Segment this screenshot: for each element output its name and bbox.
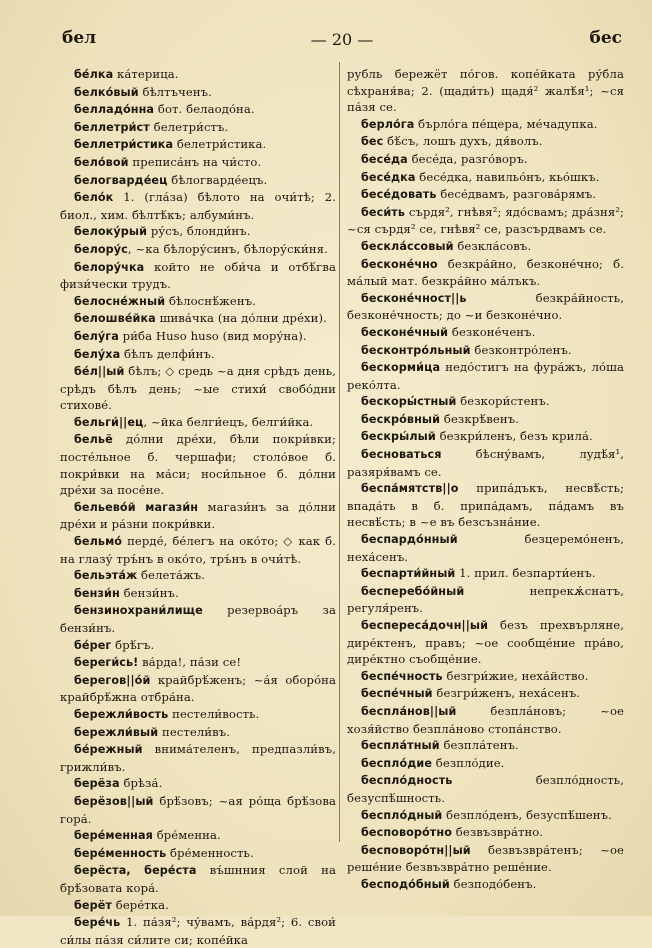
headword: бескры́лый [361,430,436,444]
definition: бърло́га пе́щера, ме́чадупка. [414,116,598,131]
dictionary-entry [347,169,624,187]
definition: преписа́нъ на чи́сто. [128,154,262,169]
definition: ка́терица. [113,67,179,81]
headword: бесконтро́льный [361,343,471,357]
definition: бере́тка. [111,897,169,912]
definition: безкра́йно, безконе́чно; б. ма́лый мат. безкра́йно ма́лъкъ. [347,256,624,289]
definition: бесе́двамъ, разгова́рямъ. [436,187,597,202]
definition: 1. прил. безпарти́енъ. [455,566,596,581]
definition: безкори́стенъ. [456,394,550,409]
headword: беспло́дие [361,756,433,770]
headword: беспарти́йный [361,567,456,581]
dictionary-entry [347,116,624,134]
headword: белладо́нна [74,103,155,117]
definition: бѣлтъченъ. [138,84,212,99]
headword: берёзов||ый [74,794,154,808]
dictionary-entry [60,431,336,498]
right-column [347,66,624,912]
headword: бе́лка [74,68,114,81]
headword: бельги́||ец [74,415,144,429]
dictionary-entry [60,602,336,636]
dictionary-entry [60,136,336,154]
definition: 1. па́зя²; чу́вамъ, ва́рдя²; 6. свои́ си́лы па́зя си́лите си; копе́йка [60,915,336,947]
headword: белору́с [74,242,128,256]
headword: беспло́дный [361,808,443,822]
dictionary-entry [60,66,336,84]
headword: бесноваться [361,448,442,462]
definition: безконтро́ленъ. [470,342,572,357]
definition: белетри́стъ. [149,119,229,134]
headword: бесконе́чно [361,257,438,271]
dictionary-entry [60,328,336,346]
headword: бельмо́ [74,535,123,549]
dictionary-entry [60,119,336,137]
dictionary-entry [60,172,336,190]
headword: бе́рег [74,638,112,652]
dictionary-entry [60,567,336,585]
definition: който не оби́ча и отбѣ́гва физи́чески трудъ. [60,259,336,292]
definition: бѣсну́вамъ, лудѣ́я¹, разяря́вамъ се. [347,447,624,479]
dictionary-entry [60,793,336,827]
headword: белогварде́ец [74,173,168,187]
headword: белору́чка [74,260,145,274]
dictionary-entry [347,531,624,565]
dictionary-entry [60,223,336,241]
headword: беспло́дность [361,774,453,788]
definition: бре́менность. [166,845,254,860]
dictionary-entry [60,914,336,948]
definition: бѣлъ делфи́нъ. [120,346,215,361]
definition: бензи́нъ. [119,585,179,600]
dictionary-entry [347,824,624,842]
definition: ри́ба Huso huso (вид мору́на). [118,328,307,343]
headword: белосне́жный [74,294,166,308]
headword: бесподо́бный [361,877,450,891]
definition: безкри́ленъ, безъ крила́. [435,429,593,444]
definition: резервоа́ръ за бензи́нъ. [60,603,336,635]
dictionary-entry [347,842,624,876]
column-divider [339,62,340,842]
headword: бес [361,135,384,149]
definition: пестели́въ. [158,724,231,739]
definition: 1. (гла́за) бѣлото на очи́тѣ; 2. биол., хим. бѣлтѣ́къ; албуми́нъ. [60,190,336,222]
headword: бере́чь [74,916,121,930]
headword: беспла́тный [361,739,440,753]
dictionary-entry [60,84,336,102]
headword: бесповоро́тн||ый [361,843,471,857]
definition: бѣлъ; ◇ средь ~а дня срѣдъ день, срѣдъ бѣлъ день; ~ые стихи́ свобо́дни стихове́. [60,364,336,413]
dictionary-entry [60,585,336,603]
headword: бесконе́чност||ь [361,291,467,305]
dictionary-entry [347,133,624,151]
dictionary-entry [60,346,336,364]
headword: бесе́да [361,152,408,166]
definition: безвъзвра́тно. [452,825,544,840]
definition: безкрѣ́венъ. [440,411,519,426]
dictionary-entry [347,755,624,773]
dictionary-entry [60,154,336,172]
headword: бензинохрани́лище [74,604,203,618]
definition: безъ прехвърляне, дире́ктенъ, правъ; ~ое сообще́ние пра́во, дире́ктно съобще́ние. [347,618,624,667]
headword: берёт [74,898,112,912]
dictionary-entry [347,151,624,169]
definition: бѣлогварде́ецъ. [167,172,268,187]
headword: бесе́дка [361,170,416,184]
definition: бот. белаодо́на. [154,102,255,117]
headword: беспардо́нный [361,533,458,547]
dictionary-entry [60,310,336,328]
dictionary-entry [60,363,336,414]
dictionary-entry [347,703,624,737]
dictionary-entry [60,414,336,432]
definition: безпла́новъ; ~ое хозя́йство безпла́ново стопа́нство. [347,703,624,736]
dictionary-entry [60,862,336,896]
right-guide-word: бес [589,28,622,48]
headword: бережли́вый [74,725,159,739]
definition: бѣ́съ, лошъ духъ, дя́волъ. [383,134,543,149]
dictionary-entry [60,637,336,655]
definition: пестели́вость. [168,706,260,721]
dictionary-entry [60,654,336,672]
dictionary-entry [347,685,624,703]
headword: берло́га [361,117,415,131]
definition: безпло́дие. [432,755,505,770]
definition: бесе́дка, навильо́нъ, кьо́шкъ. [415,169,600,184]
definition: брѣ́зовъ; ~ая ро́ща брѣ́зова гора́. [60,793,336,826]
headword: бере́менность [74,846,167,860]
definition: безпло́дность, безуспѣ́шность. [347,773,624,805]
dictionary-entry [60,259,336,293]
dictionary-entry [60,533,336,567]
dictionary-entry [60,706,336,724]
headword: бесповоро́тно [361,826,453,840]
definition: ру́съ, блонди́нъ. [147,224,251,239]
headword: бельэта́ж [74,569,138,583]
definition: бре́менна. [152,828,221,843]
dictionary-entry [60,827,336,845]
headword: бело́вой [74,155,129,169]
definition: безпло́денъ, безуспѣ́шенъ. [442,807,612,822]
dictionary-entry [60,499,336,533]
page-number: — 20 — [310,30,374,49]
headword: белу́га [74,329,119,343]
dictionary-entry [347,186,624,204]
dictionary-entry [347,428,624,446]
definition: бѣлоснѣ́женъ. [165,293,256,308]
headword: белошве́йка [74,312,156,326]
definition: рубль бережёт по́гов. копе́йката ру́бла сѣхраня́ва; 2. (щади́ть) щадя́² жалѣ́я¹; ~ся па́зя се. [347,67,624,115]
headword: беспе́чный [361,687,433,701]
headword: беспе́чность [361,669,443,683]
headword: беспа́мятств||о [361,482,459,496]
headword: беллетри́ст [74,120,150,134]
dictionary-entry [60,724,336,742]
headword: береги́сь! [74,656,139,670]
left-guide-word: бел [62,28,97,48]
page-header [62,28,622,52]
definition: , ~йка белги́ецъ, белги́йка. [143,414,314,429]
headword: бескоры́стный [361,395,457,409]
dictionary-entry [347,583,624,617]
dictionary-entry [60,845,336,863]
dictionary-entry [347,256,624,290]
definition: сърдя², гнѣвя²; ядо́свамъ; дра́зня²; ~ся сърдя² се, гнѣвя² се, разсърдвамъ се. [347,204,624,237]
headword: бере́менная [74,829,153,843]
headword: бе́л||ый [74,365,125,379]
dictionary-entry [347,737,624,755]
definition: безпла́тенъ. [439,738,519,753]
definition: , ~ка бѣлору́синъ, бѣлору́ски́ня. [127,241,328,256]
headword: бережли́вость [74,707,169,721]
dictionary-entry [347,66,624,116]
dictionary-entry [347,204,624,238]
definition: безгри́жие, неха́йство. [442,668,589,683]
dictionary-entry [347,668,624,686]
headword: беспереса́дочн||ый [361,619,489,632]
dictionary-entry [347,772,624,806]
headword: беспла́нов||ый [361,704,457,718]
definition: безцеремо́ненъ, неха́сенъ. [347,532,624,564]
definition: недо́стигъ на фура́жъ, ло́ша реко́лта. [347,360,624,392]
definition: брѣ́гъ. [111,637,155,652]
dictionary-entry [60,293,336,311]
definition: брѣза́. [119,776,163,791]
headword: бельево́й магази́н [74,500,199,514]
headword: берёза [74,777,120,791]
definition: безкла́совъ. [453,238,532,253]
headword: белу́ха [74,347,121,361]
definition: безподо́бенъ. [449,876,537,891]
definition: припа́дъкъ, несвѣ́сть; впада́ть в б. припа́дамъ, па́дамъ въ несвѣ́сть; в ~е въ безсъзна́ние. [347,481,624,530]
definition: бесе́да, разго́воръ. [407,151,528,166]
definition: белетри́стика. [173,137,267,152]
dictionary-entry [347,359,624,393]
dictionary-entry [347,238,624,256]
definition: въ́шнния слой на брѣ́зовата кора́. [60,863,336,895]
definition: крайбрѣ́женъ; ~а́я оборо́на крайбрѣ́жна отбра́на. [60,672,336,705]
dictionary-entry [347,807,624,825]
definition: шива́чка (на до́лни дре́хи). [155,311,327,326]
definition: безгри́женъ, неха́сенъ. [432,686,581,701]
dictionary-entry [347,411,624,429]
dictionary-entry [347,446,624,480]
definition: магази́нъ за до́лни дре́хи и ра́зни покри́вки. [60,499,336,532]
dictionary-entry [60,241,336,259]
dictionary-entry [347,324,624,342]
headword: бесе́довать [361,188,437,202]
headword: белко́вый [74,85,139,99]
dictionary-entry [60,897,336,915]
headword: бесперебо́йный [361,584,465,598]
headword: бескорми́ца [361,361,441,375]
definition: до́лни дре́хи, бѣли покри́вки; посте́льное б. чершафи; столо́вое б. покри́вки на ма́си; носи́льное б. до́лни дре́хи за посе́не. [60,432,336,498]
headword: бензи́н [74,586,120,600]
definition: ва́рда!, па́зи се! [138,655,242,670]
dictionary-entry [347,617,624,668]
definition: перде́, бе́легъ на око́то; ◇ как б. на глазу́ тръ́нъ в око́то, тръ́нъ в очи́тѣ. [60,534,336,566]
headword: бескла́ссовый [361,239,454,253]
headword: беллетри́стика [74,138,174,152]
headword: бесконе́чный [361,325,449,339]
headword: берегов||о́й [74,673,151,687]
dictionary-entry [347,393,624,411]
dictionary-entry [347,876,624,894]
headword: бескро́вный [361,412,441,426]
definition: безкра́йность, безконе́чность; до ~и безконе́чно. [347,290,624,323]
dictionary-entry [60,672,336,706]
definition: внима́теленъ, предпазли́въ, грижли́въ. [60,742,336,774]
headword: белоку́рый [74,225,148,239]
dictionary-entry [60,101,336,119]
definition: безконе́ченъ. [448,324,536,339]
dictionary-entry [347,290,624,324]
dictionary-entry [347,565,624,583]
headword: бельё [74,433,113,447]
dictionary-entry [347,342,624,360]
definition: непрекѫ́снатъ, регуля́ренъ. [347,583,624,616]
dictionary-entry [60,775,336,793]
headword: берёста, бере́ста [74,864,197,878]
definition: безвъзвра́тенъ; ~ое реше́ние безвъзвра́тно реше́ние. [347,842,624,875]
dictionary-entry [60,189,336,223]
definition: белета́жъ. [137,568,206,583]
headword: беси́ть [361,205,406,219]
dictionary-entry [60,741,336,775]
left-column [60,66,336,947]
headword: бело́к [74,191,114,205]
dictionary-entry [347,480,624,531]
headword: бе́режный [74,743,143,757]
